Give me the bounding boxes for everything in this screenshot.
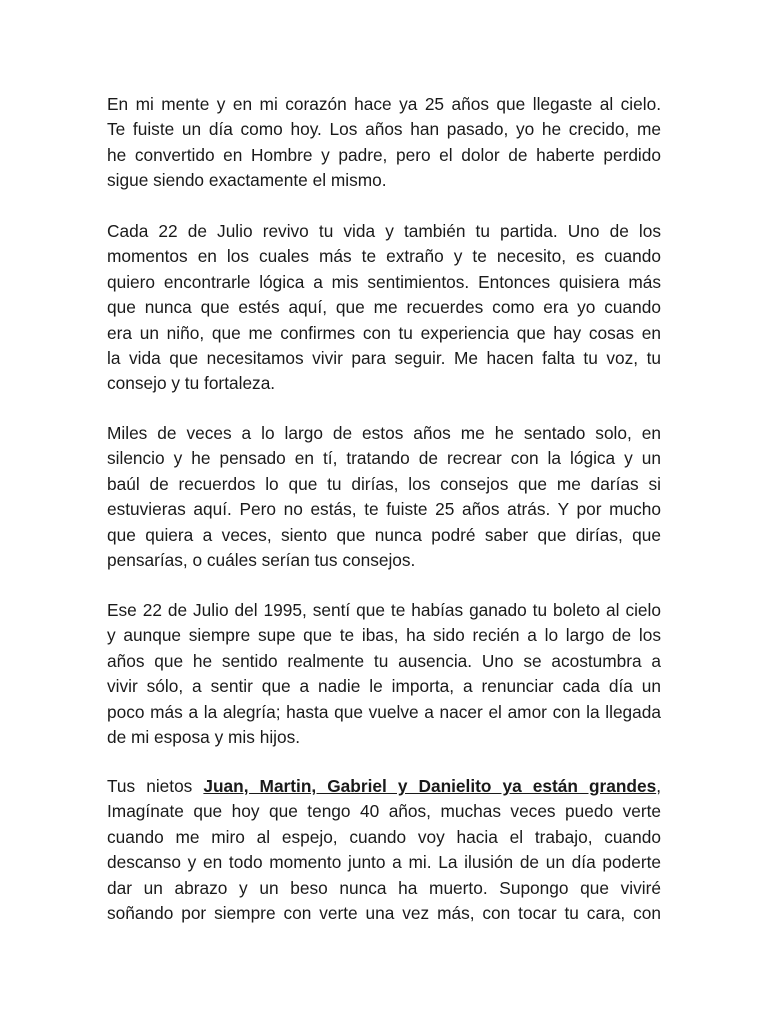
- text-line: cuando me miro al espejo, cuando voy hacia el trabajo, cuando: [107, 826, 661, 847]
- text-line: Ese 22 de Julio del 1995, sentí que te habías ganado tu boleto al cielo: [107, 600, 661, 620]
- text-line: momentos en los cuales más te extraño y te necesito, es cuando: [107, 246, 661, 267]
- text-line: silencio y he pensado en tí, tratando de recrear con la lógica y un: [107, 448, 661, 469]
- text-line: y aunque siempre supe que te ibas, ha sido recién a lo largo de los: [107, 625, 661, 646]
- text-line: he convertido en Hombre y padre, pero el dolor de haberte perdido: [107, 144, 661, 165]
- text-line: que nunca que estés aquí, que me recuerdes como era yo cuando: [107, 297, 661, 318]
- text-line: era un niño, que me confirmes con tu experiencia que hay cosas en: [107, 322, 661, 343]
- text-line: Te fuiste un día como hoy. Los años han pasado, yo he crecido, me: [107, 119, 661, 140]
- text-line: estuvieras aquí. Pero no estás, te fuiste 25 años atrás. Y por mucho: [107, 499, 661, 520]
- text-line: que quiera a veces, siento que nunca podré saber que dirías, que: [107, 524, 661, 545]
- text-line: En mi mente y en mi corazón hace ya 25 años que llegaste al cielo.: [107, 94, 661, 114]
- paragraph-4: [107, 598, 661, 750]
- text-line: quiero encontrarle lógica a mis sentimientos. Entonces quisiera más: [107, 271, 661, 292]
- text-line: descanso y en todo momento junto a mi. La ilusión de un día poderte: [107, 852, 661, 873]
- paragraph-3: [107, 421, 661, 573]
- text-line: sigue siendo exactamente el mismo.: [107, 170, 387, 191]
- text-line: dar un abrazo y un beso nunca ha muerto. Supongo que viviré: [107, 877, 661, 898]
- text-line: Miles de veces a lo largo de estos años me he sentado solo, en: [107, 423, 661, 443]
- text-fragment: Tus nietos: [107, 776, 204, 796]
- paragraph-2: [107, 219, 661, 397]
- text-line: la vida que necesitamos vivir para seguir. Me hacen falta tu voz, tu: [107, 347, 661, 368]
- text-line: poco más a la alegría; hasta que vuelve a nacer el amor con la llegada: [107, 701, 661, 722]
- text-line-with-emphasis: [107, 774, 661, 799]
- text-line: Cada 22 de Julio revivo tu vida y también tu partida. Uno de los: [107, 221, 661, 241]
- emphasized-names: Juan, Martin, Gabriel y Danielito ya están grandes: [203, 776, 657, 796]
- text-line: soñando por siempre con verte una vez más, con tocar tu cara, con: [107, 902, 661, 923]
- text-line: vivir sólo, a sentir que a nadie le importa, a renunciar cada día un: [107, 676, 661, 697]
- text-line: pensarías, o cuáles serían tus consejos.: [107, 549, 416, 570]
- text-line: años que he sentido realmente tu ausencia. Uno se acostumbra a: [107, 650, 661, 671]
- text-line: de mi esposa y mis hijos.: [107, 726, 301, 747]
- text-fragment: ,: [656, 776, 661, 796]
- paragraph-1: [107, 92, 661, 194]
- text-line: baúl de recuerdos lo que tu dirías, los consejos que me darías si: [107, 473, 661, 494]
- text-line: Imagínate que hoy que tengo 40 años, muchas veces puedo verte: [107, 801, 661, 822]
- paragraph-5: [107, 774, 661, 926]
- text-line: consejo y tu fortaleza.: [107, 373, 276, 394]
